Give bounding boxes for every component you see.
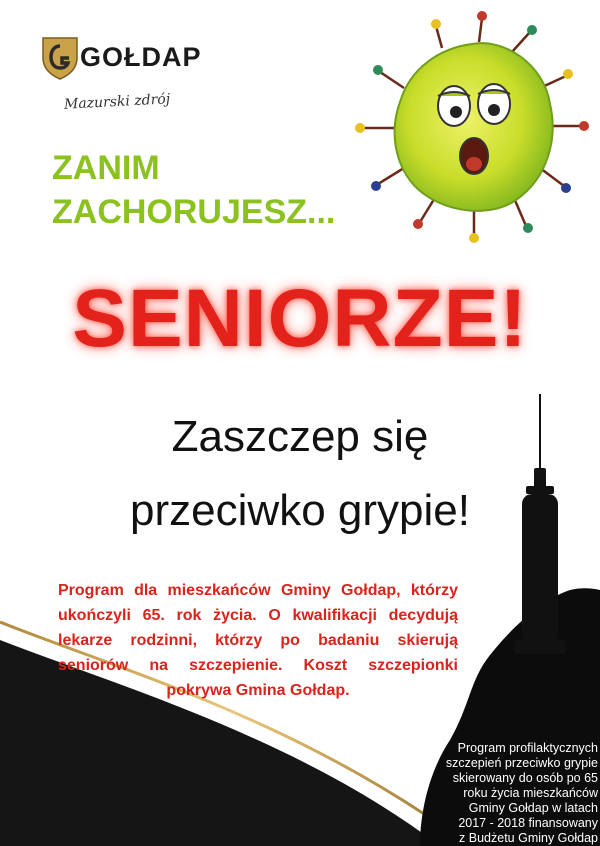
funding-line: szczepień przeciwko grypie (445, 756, 598, 770)
headline (52, 146, 335, 234)
funding-line: Program profilaktycznych (457, 741, 598, 755)
funding-line: 2017 - 2018 finansowany (458, 816, 598, 830)
message-line-2: przeciwko grypie! (130, 486, 470, 535)
funding-line: z Budżetu Gminy Gołdap (459, 831, 598, 845)
headline-line-1: ZANIM (52, 149, 160, 187)
program-description: Program dla mieszkańców Gminy Gołdap, którzy ukończyli 65. rok życia. O kwalifikacji decydują lekarze rodzinni, którzy po badaniu skierują seniorów na szczepienie. Koszt szczepionki pokrywa Gmina Gołdap. (58, 582, 458, 699)
logo-name: GOŁDAP (80, 42, 202, 72)
funding-line: Gminy Gołdap w latach (468, 801, 598, 815)
headline-line-2: ZACHORUJESZ... (52, 193, 336, 231)
logo-shield-icon (42, 36, 78, 80)
funding-note (412, 741, 598, 846)
funding-line: roku życia mieszkańców (463, 786, 598, 800)
main-message (0, 400, 600, 548)
message-line-1: Zaszczep się (171, 412, 429, 461)
funding-line: skierowany do osób po 65 (452, 771, 598, 785)
virus-cartoon-icon (344, 8, 600, 248)
logo-tagline: Mazurski zdrój (63, 91, 171, 113)
title-seniorze: SENIORZE! (72, 273, 528, 364)
